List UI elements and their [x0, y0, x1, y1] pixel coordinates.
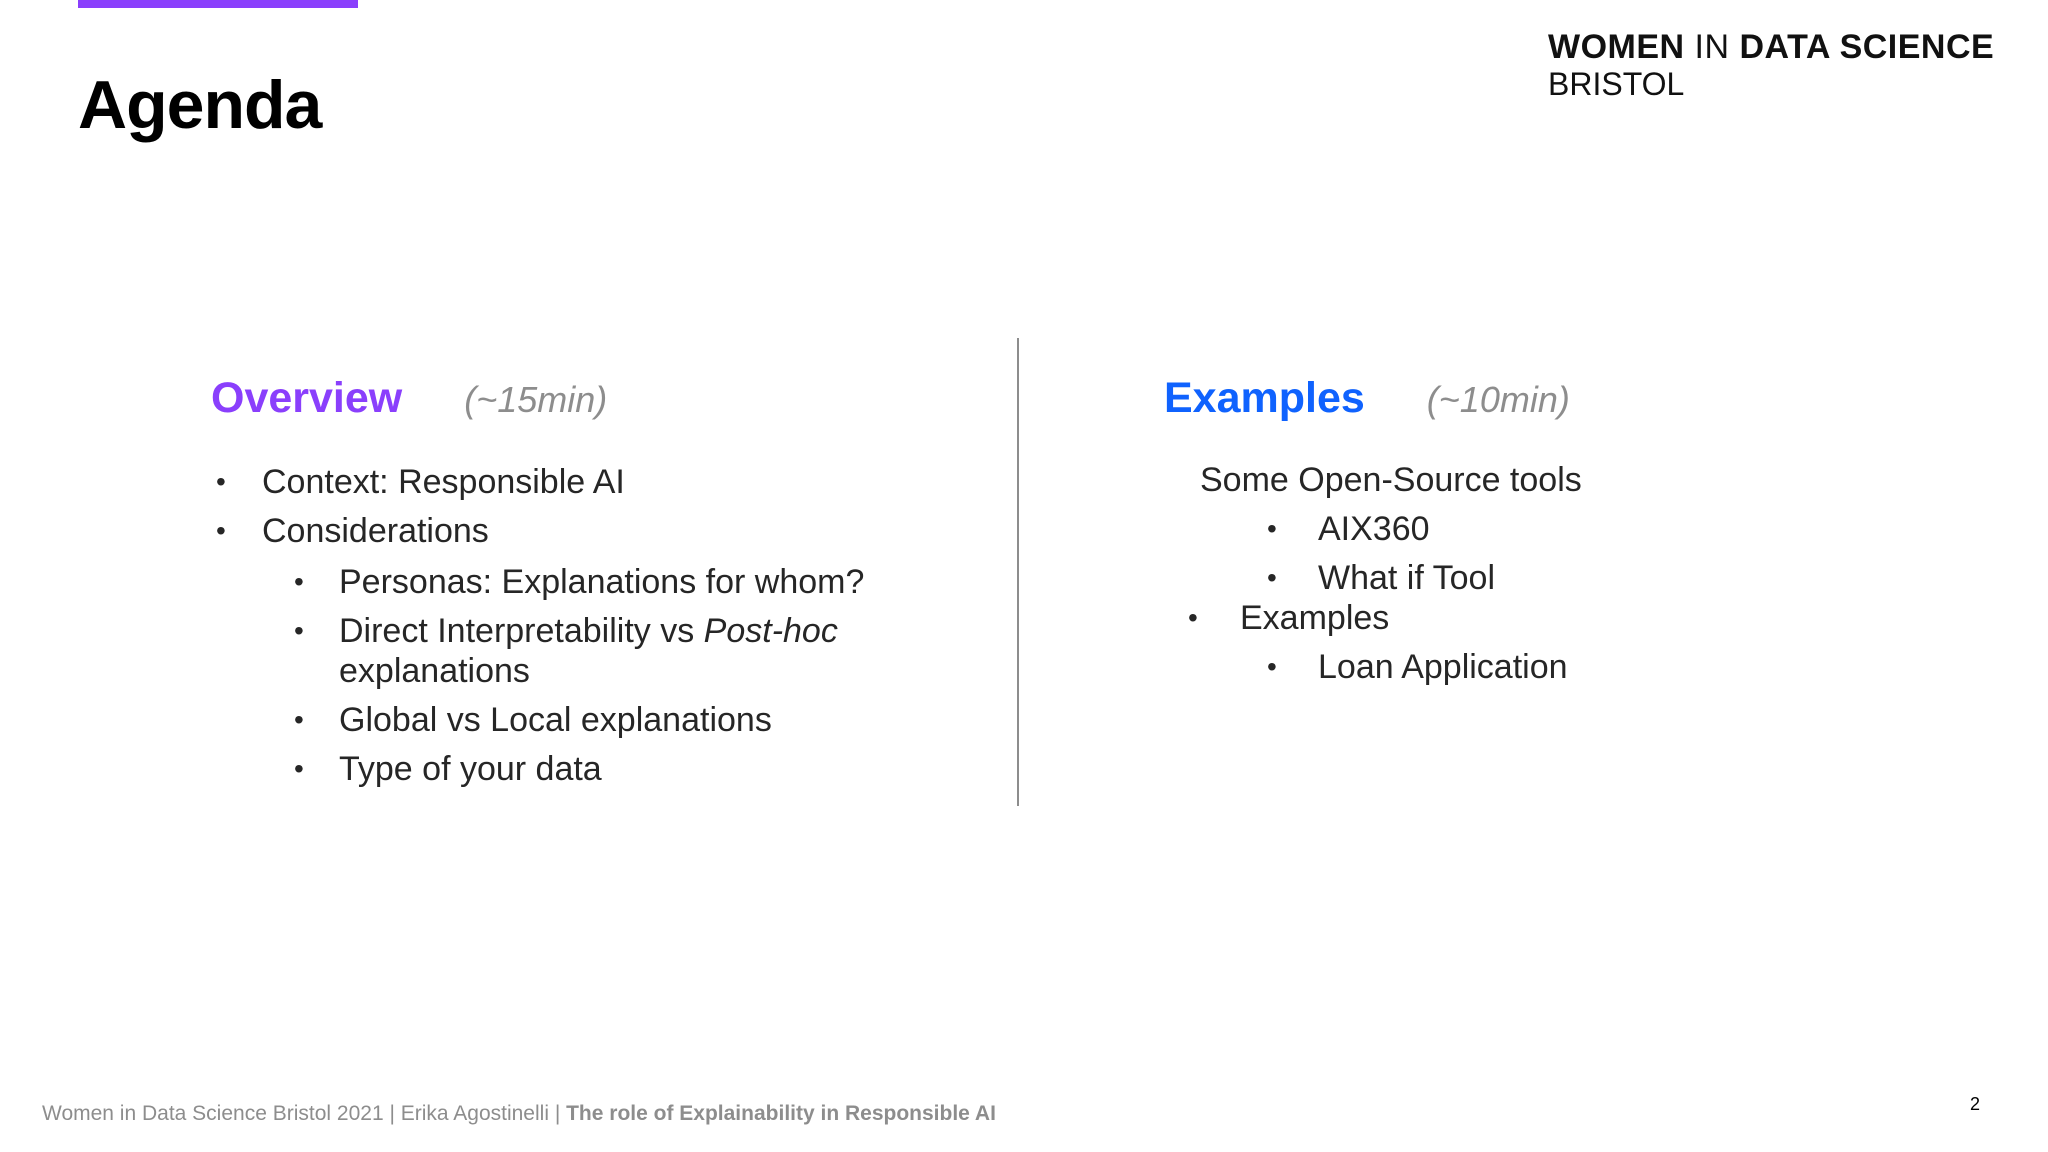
examples-duration: (~10min) — [1426, 379, 1570, 420]
list-item-text: Context: Responsible AI — [262, 463, 625, 501]
bullet: • — [1188, 602, 1198, 633]
examples-heading: Examples — [1164, 374, 1365, 422]
list-item — [262, 749, 962, 789]
list-item — [262, 562, 962, 602]
page-number: 2 — [1970, 1094, 1981, 1114]
list-item-text: Personas: Explanations for whom? — [339, 563, 865, 601]
list-item-text — [339, 611, 962, 691]
overview-heading: Overview — [211, 374, 403, 422]
footer-talk-title: The role of Explainability in Responsible AI — [566, 1102, 996, 1125]
overview-list — [216, 462, 962, 798]
list-item — [262, 611, 962, 691]
wids-bristol-logo — [1548, 30, 1994, 100]
list-item — [216, 511, 962, 551]
list-item — [262, 700, 962, 740]
bullet: • — [294, 566, 304, 597]
logo-word-data-science: DATA SCIENCE — [1739, 28, 1995, 66]
footer — [42, 1102, 996, 1126]
overview-duration: (~15min) — [464, 379, 608, 420]
list-item-text: Loan Application — [1318, 648, 1568, 686]
bullet: • — [294, 704, 304, 735]
bullet: • — [1267, 651, 1277, 682]
list-item — [1200, 558, 1900, 598]
footer-text: Women in Data Science Bristol 2021 | Erika Agostinelli | — [42, 1102, 567, 1125]
slide-title: Agenda — [78, 67, 322, 143]
logo-line2: BRISTOL — [1548, 66, 1685, 102]
list-item-text: Global vs Local explanations — [339, 701, 772, 739]
logo-line1 — [1548, 30, 1994, 64]
column-divider — [1017, 338, 1019, 806]
list-item-text: AIX360 — [1318, 510, 1430, 548]
examples-heading-row — [1164, 374, 1570, 423]
bullet: • — [1267, 513, 1277, 544]
list-item — [1188, 598, 1900, 638]
list-item-text-italic: Post-hoc — [703, 612, 838, 650]
list-item — [1200, 647, 1900, 687]
list-item — [1200, 509, 1900, 549]
bullet: • — [216, 466, 226, 497]
bullet: • — [294, 753, 304, 784]
list-item-text: Type of your data — [339, 750, 602, 788]
bullet: • — [294, 615, 304, 646]
logo-word-women: WOMEN — [1548, 28, 1685, 66]
list-item — [216, 462, 962, 502]
list-item-text: What if Tool — [1318, 559, 1496, 597]
list-item-text-part: explanations — [339, 652, 530, 690]
list-item-text-part: Direct Interpretability vs — [339, 612, 704, 650]
overview-heading-row — [211, 374, 607, 423]
list-item-text: Considerations — [262, 512, 489, 550]
bullet: • — [1267, 562, 1277, 593]
examples-intro: Some Open-Source tools — [1200, 461, 1582, 499]
bullet: • — [216, 515, 226, 546]
accent-bar — [78, 0, 358, 8]
logo-word-in: IN — [1694, 28, 1730, 66]
list-item-text: Examples — [1240, 599, 1390, 637]
examples-list — [1188, 460, 1900, 696]
